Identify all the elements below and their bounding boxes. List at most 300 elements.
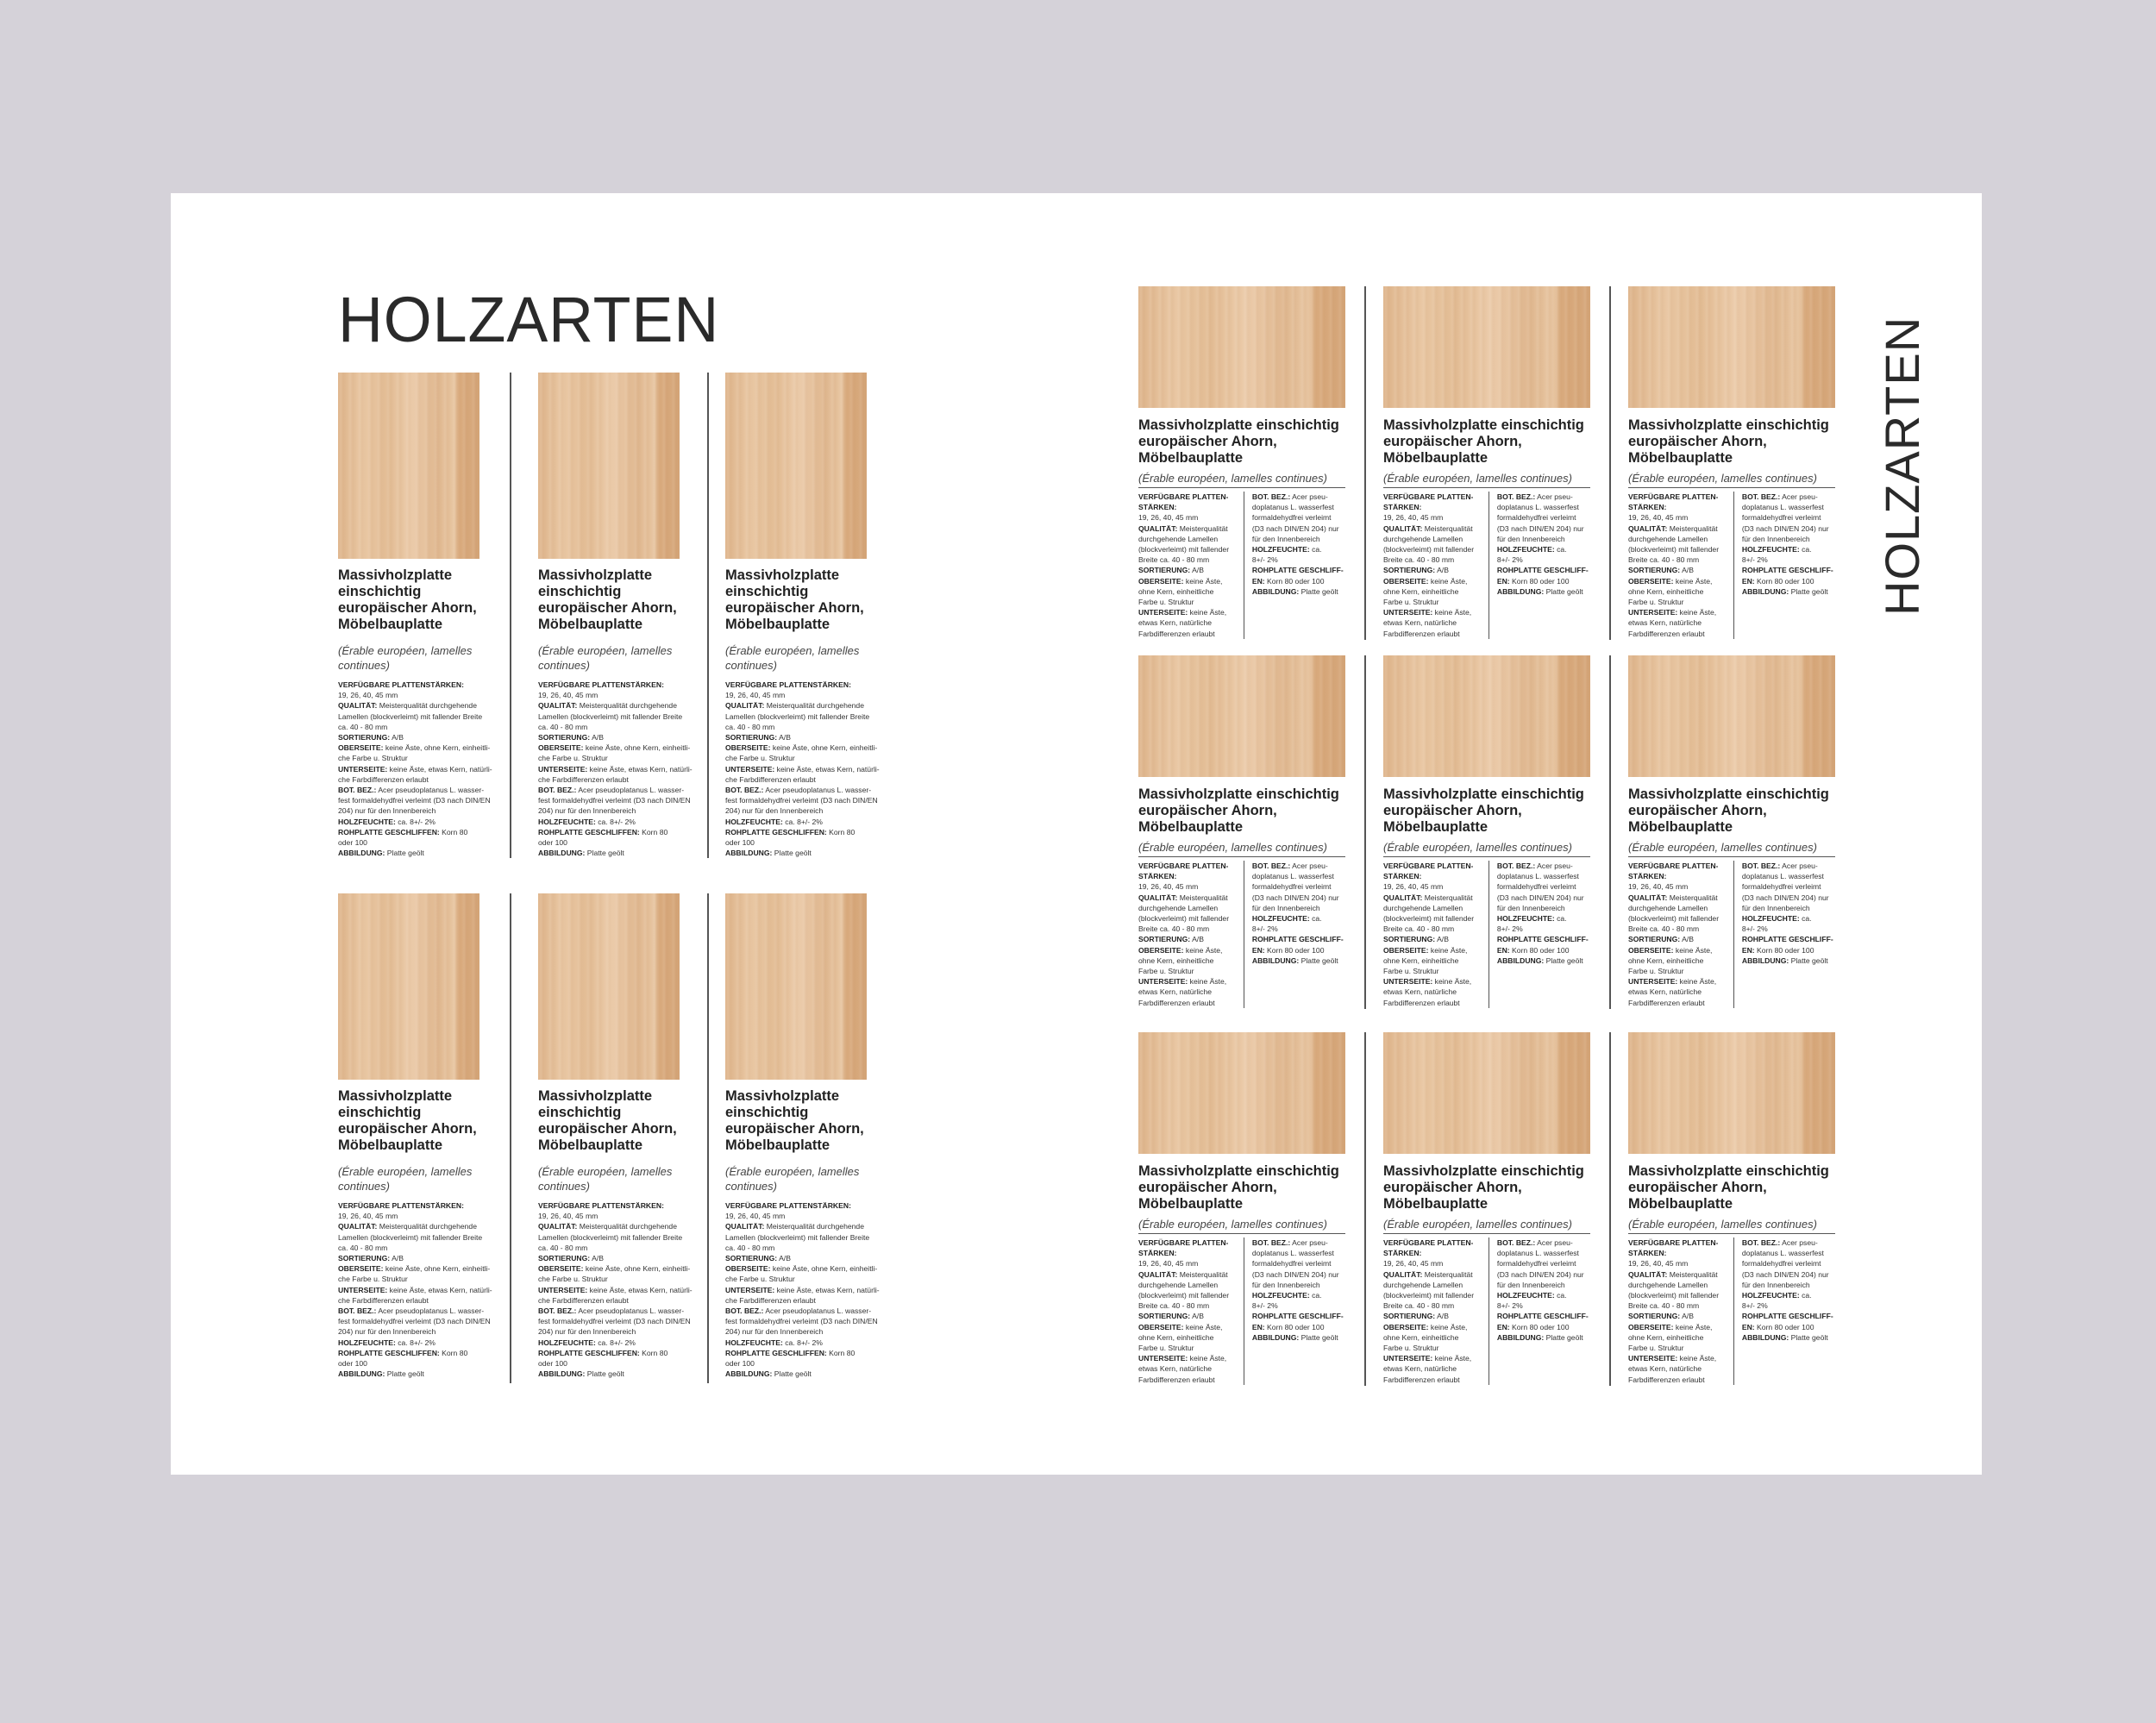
product-subtitle-line: (Érable européen, lamelles xyxy=(538,1165,673,1178)
spec-value: Meisterqualität durchgehende xyxy=(764,701,864,711)
spec-line xyxy=(1383,629,1483,639)
product-title xyxy=(1383,1163,1590,1212)
spec-line xyxy=(725,805,889,816)
spec-line xyxy=(1497,893,1590,903)
divider-rule xyxy=(1383,1233,1590,1234)
wood-sample-image xyxy=(1138,1032,1345,1154)
column-divider xyxy=(510,373,511,858)
spec-line xyxy=(1628,1258,1728,1269)
spec-key: OBERSEITE: xyxy=(1383,945,1429,955)
spec-line xyxy=(1252,871,1345,881)
spec-line xyxy=(1628,1300,1728,1311)
spec-key: VERFÜGBARE PLATTEN- xyxy=(1383,862,1474,870)
spec-line xyxy=(1497,492,1590,502)
spec-line xyxy=(1138,607,1238,617)
spec-key: EN: xyxy=(1251,1322,1265,1331)
spec-line xyxy=(338,1200,502,1211)
spec-value: Farbdifferenzen erlaubt xyxy=(1138,998,1215,1007)
product-title-line: europäischer Ahorn, xyxy=(1628,434,1767,449)
spec-value: 19, 26, 40, 45 mm xyxy=(725,1212,786,1221)
spec-value: Acer pseu- xyxy=(1780,862,1818,870)
page-title: HOLZARTEN xyxy=(338,284,720,355)
spec-value: Acer pseudoplatanus L. wasser- xyxy=(376,1306,485,1316)
product-subtitle xyxy=(538,1164,702,1194)
product-subtitle-line: (Érable européen, lamelles xyxy=(338,644,473,657)
specs-right xyxy=(1734,1237,1835,1385)
spec-value: keine Äste, xyxy=(1428,576,1468,586)
spec-line xyxy=(1497,512,1590,523)
spec-line xyxy=(538,1243,702,1253)
spec-line xyxy=(1497,1269,1590,1280)
spec-value: Farbe u. Struktur xyxy=(1628,1344,1684,1353)
product-subtitle xyxy=(725,1164,889,1194)
spec-line xyxy=(1138,1363,1238,1374)
spec-line xyxy=(1497,1332,1590,1343)
spec-value: Breite ca. 40 - 80 mm xyxy=(1628,555,1700,565)
product-specs xyxy=(338,1200,502,1379)
spec-line xyxy=(1383,955,1483,966)
product-title-line: Möbelbauplatte xyxy=(1138,450,1244,466)
specs-left xyxy=(1383,1237,1489,1385)
product-card xyxy=(1383,786,1590,1008)
spec-value: ca. xyxy=(1799,545,1812,554)
spec-key: VERFÜGBARE PLATTEN- xyxy=(1628,492,1719,501)
product-subtitle xyxy=(338,1164,502,1194)
spec-value: ohne Kern, einheitliche xyxy=(1383,955,1459,965)
spec-key: SORTIERUNG: xyxy=(538,1254,591,1263)
spec-value: für den Innenbereich xyxy=(1741,903,1810,912)
spec-key: STÄRKEN: xyxy=(1138,872,1177,881)
spec-line xyxy=(1138,966,1238,976)
wood-sample-image xyxy=(1383,655,1590,777)
spec-value: Platte geölt xyxy=(585,849,624,858)
spec-line xyxy=(538,1369,702,1379)
spec-key: QUALITÄT: xyxy=(725,1222,765,1231)
product-card xyxy=(1628,417,1835,639)
spec-key: ROHPLATTE GESCHLIFF- xyxy=(1496,566,1589,575)
spec-value: formaldehydfrei verleimt xyxy=(1496,1259,1576,1269)
spec-key: OBERSEITE: xyxy=(338,1264,384,1274)
spec-line xyxy=(725,785,889,795)
spec-line xyxy=(538,690,702,700)
spec-line xyxy=(1497,544,1590,554)
product-title xyxy=(1383,786,1590,836)
spec-value: che Farbe u. Struktur xyxy=(338,1275,408,1284)
spec-value: ca. xyxy=(1554,1291,1567,1300)
spec-line xyxy=(1497,1280,1590,1290)
spec-key: ROHPLATTE GESCHLIFFEN: xyxy=(538,827,640,836)
spec-line xyxy=(1497,1248,1590,1258)
product-title-line: Massivholzplatte xyxy=(338,567,453,583)
spec-line xyxy=(725,837,889,848)
spec-key: ABBILDUNG: xyxy=(538,849,586,858)
spec-value: Platte geölt xyxy=(772,849,812,858)
spec-value: Breite ca. 40 - 80 mm xyxy=(1628,924,1700,934)
spec-value: 204) nur für den Innenbereich xyxy=(538,806,636,816)
spec-line xyxy=(338,1274,502,1284)
spec-value: fest formaldehydfrei verleimt (D3 nach DIN/EN xyxy=(338,796,491,805)
spec-line xyxy=(338,1263,502,1274)
spec-value: 8+/- 2% xyxy=(1496,1301,1523,1311)
spec-key: OBERSEITE: xyxy=(1383,576,1429,586)
spec-line xyxy=(538,1221,702,1231)
spec-value: keine Äste, etwas Kern, natürli- xyxy=(774,764,880,774)
spec-value: Korn 80 xyxy=(639,1348,668,1357)
spec-key: ROHPLATTE GESCHLIFF- xyxy=(1496,1312,1589,1321)
product-card xyxy=(538,1088,702,1379)
spec-line xyxy=(538,1274,702,1284)
spec-line xyxy=(1252,1258,1345,1269)
spec-key: VERFÜGBARE PLATTEN- xyxy=(1383,492,1474,501)
spec-line xyxy=(1383,1248,1483,1258)
spec-key: SORTIERUNG: xyxy=(338,1254,391,1263)
spec-line xyxy=(338,1243,502,1253)
spec-value: ca. xyxy=(1309,545,1322,554)
spec-value: etwas Kern, natürliche xyxy=(1138,1364,1213,1374)
wood-sample-image xyxy=(538,373,680,559)
spec-line xyxy=(1628,1237,1728,1248)
spec-line xyxy=(1138,1322,1238,1332)
spec-line xyxy=(725,742,889,753)
spec-key: OBERSEITE: xyxy=(1138,945,1184,955)
product-title-line: einschichtig xyxy=(538,584,622,599)
spec-value: (D3 nach DIN/EN 204) nur xyxy=(1496,1269,1584,1279)
spec-key: VERFÜGBARE PLATTEN- xyxy=(1383,1238,1474,1247)
spec-key: ABBILDUNG: xyxy=(1741,586,1789,596)
spec-value: keine Äste, xyxy=(1183,576,1223,586)
spec-key: ABBILDUNG: xyxy=(1251,1332,1300,1342)
spec-line xyxy=(1138,1353,1238,1363)
spec-key: ABBILDUNG: xyxy=(725,849,773,858)
spec-value: durchgehende Lamellen xyxy=(1628,903,1708,912)
column-divider xyxy=(1609,655,1611,1009)
spec-key: QUALITÄT: xyxy=(1138,1269,1178,1279)
spec-key: BOT. BEZ.: xyxy=(1741,492,1781,501)
product-subtitle-line: continues) xyxy=(725,659,777,672)
catalog-spread xyxy=(171,193,1982,1475)
spec-value: doplatanus L. wasserfest xyxy=(1251,1249,1334,1258)
spec-key: SORTIERUNG: xyxy=(1138,1312,1191,1321)
product-title xyxy=(725,1088,889,1154)
spec-value: keine Äste, etwas Kern, natürli- xyxy=(587,764,693,774)
column-divider xyxy=(510,893,511,1383)
spec-key: HOLZFEUCHTE: xyxy=(338,1338,396,1347)
spec-line xyxy=(1497,924,1590,934)
spec-key: ROHPLATTE GESCHLIFF- xyxy=(1496,935,1589,944)
spec-line xyxy=(1628,523,1728,534)
spec-value: 204) nur für den Innenbereich xyxy=(338,806,436,816)
spec-value: keine Äste, xyxy=(1188,1354,1227,1363)
spec-key: BOT. BEZ.: xyxy=(1251,492,1291,501)
product-card xyxy=(538,567,702,858)
spec-columns xyxy=(1138,1237,1345,1385)
spec-key: EN: xyxy=(1251,576,1265,586)
spec-value: etwas Kern, natürliche xyxy=(1383,1364,1457,1374)
spec-columns xyxy=(1138,861,1345,1008)
divider-rule xyxy=(1138,1233,1345,1234)
spec-value: 19, 26, 40, 45 mm xyxy=(1138,1259,1199,1269)
spec-value: keine Äste, ohne Kern, einheitli- xyxy=(383,743,491,753)
product-subtitle xyxy=(338,643,502,673)
spec-value: A/B xyxy=(1680,1312,1694,1321)
specs-left xyxy=(1628,1237,1734,1385)
spec-key: BOT. BEZ.: xyxy=(338,786,377,795)
spec-value: Farbe u. Struktur xyxy=(1383,598,1439,607)
spec-line xyxy=(1383,861,1483,871)
spec-value: Farbdifferenzen erlaubt xyxy=(1628,998,1705,1007)
spec-value: 19, 26, 40, 45 mm xyxy=(1628,882,1689,892)
spec-key: STÄRKEN: xyxy=(1383,1249,1422,1258)
spec-key: SORTIERUNG: xyxy=(538,733,591,742)
spec-line xyxy=(1138,934,1238,944)
spec-columns xyxy=(1628,861,1835,1008)
spec-value: A/B xyxy=(1435,935,1449,944)
product-card xyxy=(338,1088,502,1379)
product-title xyxy=(1138,1163,1345,1212)
spec-value: (D3 nach DIN/EN 204) nur xyxy=(1251,523,1339,533)
spec-key: VERFÜGBARE PLATTENSTÄRKEN: xyxy=(538,1201,664,1210)
spec-line xyxy=(1497,945,1590,955)
spec-key: QUALITÄT: xyxy=(538,701,578,711)
spec-line xyxy=(1383,523,1483,534)
product-title-line: Möbelbauplatte xyxy=(1383,819,1489,835)
spec-value: fest formaldehydfrei verleimt (D3 nach DIN/EN xyxy=(538,1317,691,1326)
spec-key: EN: xyxy=(1496,1322,1510,1331)
spec-value: Farbdifferenzen erlaubt xyxy=(1383,629,1460,638)
spec-value: Acer pseu- xyxy=(1780,492,1818,501)
product-subtitle: (Érable européen, lamelles continues) xyxy=(1628,841,1817,854)
spec-value: Lamellen (blockverleimt) mit fallender Breite xyxy=(338,1232,483,1242)
wood-sample-image xyxy=(1628,655,1835,777)
wood-sample-image xyxy=(1628,286,1835,408)
spec-value: che Farbe u. Struktur xyxy=(725,754,795,763)
spec-key: STÄRKEN: xyxy=(1383,503,1422,512)
spec-value: 204) nur für den Innenbereich xyxy=(538,1327,636,1337)
spec-line xyxy=(1383,1322,1483,1332)
spec-value: Meisterqualität xyxy=(1177,893,1228,902)
spec-line xyxy=(1252,492,1345,502)
spec-key: ROHPLATTE GESCHLIFFEN: xyxy=(338,827,440,836)
spec-key: HOLZFEUCHTE: xyxy=(1251,545,1310,554)
spec-line xyxy=(1383,1280,1483,1290)
spec-line xyxy=(1628,924,1728,934)
spec-line xyxy=(338,1369,502,1379)
spec-line xyxy=(1628,502,1728,512)
spec-line xyxy=(1138,1280,1238,1290)
spec-key: UNTERSEITE: xyxy=(1628,977,1678,987)
spec-value: ca. 8+/- 2% xyxy=(595,817,636,826)
spec-key: ABBILDUNG: xyxy=(1496,1332,1545,1342)
spec-line xyxy=(338,1306,502,1316)
spec-value: keine Äste, xyxy=(1432,1354,1472,1363)
spec-value: ohne Kern, einheitliche xyxy=(1138,955,1214,965)
spec-columns xyxy=(1628,492,1835,639)
product-title-line: einschichtig xyxy=(538,1105,622,1120)
product-subtitle: (Érable européen, lamelles continues) xyxy=(1383,472,1572,485)
spec-line xyxy=(1383,1311,1483,1321)
product-subtitle: (Érable européen, lamelles continues) xyxy=(1383,1218,1572,1231)
spec-key: BOT. BEZ.: xyxy=(1741,862,1781,870)
spec-line xyxy=(1497,554,1590,565)
spec-columns xyxy=(1383,1237,1590,1385)
product-title-line: europäischer Ahorn, xyxy=(1628,803,1767,818)
spec-key: HOLZFEUCHTE: xyxy=(1251,1291,1310,1300)
spec-value: (blockverleimt) mit fallender xyxy=(1138,914,1230,924)
product-subtitle-line: continues) xyxy=(338,659,390,672)
spec-value: doplatanus L. wasserfest xyxy=(1251,872,1334,881)
spec-value: che Farbe u. Struktur xyxy=(725,1275,795,1284)
spec-value: Meisterqualität durchgehende xyxy=(577,701,677,711)
spec-key: UNTERSEITE: xyxy=(725,1285,775,1294)
product-title-line: Massivholzplatte xyxy=(338,1088,453,1104)
spec-line xyxy=(538,1200,702,1211)
spec-key: ROHPLATTE GESCHLIFFEN: xyxy=(725,1348,827,1357)
spec-value: keine Äste, xyxy=(1677,1354,1717,1363)
product-card xyxy=(725,567,889,858)
spec-value: 19, 26, 40, 45 mm xyxy=(1383,513,1444,523)
spec-line xyxy=(1383,607,1483,617)
spec-value: für den Innenbereich xyxy=(1496,534,1565,543)
spec-line xyxy=(1497,1258,1590,1269)
spec-value: (blockverleimt) mit fallender xyxy=(1138,1291,1230,1300)
spec-line xyxy=(338,1316,502,1326)
spec-key: SORTIERUNG: xyxy=(1628,1312,1681,1321)
spec-value: oder 100 xyxy=(725,838,755,848)
spec-line xyxy=(1383,597,1483,607)
spec-value: Farbdifferenzen erlaubt xyxy=(1628,1375,1705,1384)
spec-key: EN: xyxy=(1496,945,1510,955)
spec-line xyxy=(1628,987,1728,997)
spec-line xyxy=(1742,523,1835,534)
spec-value: doplatanus L. wasserfest xyxy=(1496,872,1579,881)
spec-line xyxy=(1628,1280,1728,1290)
spec-value: Korn 80 xyxy=(826,827,856,836)
spec-line xyxy=(1628,1290,1728,1300)
spec-line xyxy=(538,1253,702,1263)
spec-value: ca. xyxy=(1799,914,1812,924)
spec-line xyxy=(338,690,502,700)
spec-line xyxy=(538,827,702,837)
product-subtitle: (Érable européen, lamelles continues) xyxy=(1383,841,1572,854)
spec-line xyxy=(1138,998,1238,1008)
side-title xyxy=(1875,288,1947,616)
spec-key: BOT. BEZ.: xyxy=(338,1306,377,1316)
spec-value: Acer pseu- xyxy=(1290,862,1328,870)
wood-sample-image xyxy=(1628,1032,1835,1154)
spec-key: OBERSEITE: xyxy=(1628,576,1674,586)
spec-line xyxy=(1252,1269,1345,1280)
spec-value: etwas Kern, natürliche xyxy=(1628,987,1702,997)
column-divider xyxy=(707,893,709,1383)
product-subtitle-line: (Érable européen, lamelles xyxy=(725,1165,860,1178)
product-card xyxy=(1628,786,1835,1008)
spec-line xyxy=(725,1263,889,1274)
spec-line xyxy=(1138,945,1238,955)
spec-line xyxy=(338,1358,502,1369)
spec-line xyxy=(1628,629,1728,639)
product-title-line: europäischer Ahorn, xyxy=(1138,434,1277,449)
spec-line xyxy=(1742,893,1835,903)
spec-key: ROHPLATTE GESCHLIFFEN: xyxy=(725,827,827,836)
spec-value: formaldehydfrei verleimt xyxy=(1251,882,1332,892)
spec-value: Acer pseu- xyxy=(1535,1238,1573,1247)
product-title-line: Möbelbauplatte xyxy=(1628,819,1733,835)
spec-value: keine Äste, ohne Kern, einheitli- xyxy=(583,1264,691,1274)
spec-line xyxy=(1742,945,1835,955)
spec-value: ohne Kern, einheitliche xyxy=(1383,1332,1459,1342)
spec-key: HOLZFEUCHTE: xyxy=(338,817,396,826)
spec-line xyxy=(725,711,889,722)
spec-value: keine Äste, xyxy=(1428,1322,1468,1331)
spec-key: BOT. BEZ.: xyxy=(725,786,764,795)
spec-line xyxy=(338,711,502,722)
spec-value: oder 100 xyxy=(538,1359,567,1369)
product-title-line: Möbelbauplatte xyxy=(1628,1196,1733,1212)
spec-value: che Farbdifferenzen erlaubt xyxy=(538,1295,629,1305)
spec-value: Korn 80 oder 100 xyxy=(1509,1322,1570,1331)
product-title-line: einschichtig xyxy=(338,1105,422,1120)
spec-value: Breite ca. 40 - 80 mm xyxy=(1138,1301,1210,1311)
specs-left xyxy=(1628,861,1734,1008)
spec-value: (D3 nach DIN/EN 204) nur xyxy=(1741,523,1829,533)
spec-line xyxy=(538,1348,702,1358)
spec-key: ABBILDUNG: xyxy=(1251,955,1300,965)
spec-value: 19, 26, 40, 45 mm xyxy=(1138,882,1199,892)
spec-line xyxy=(1628,945,1728,955)
spec-line xyxy=(1138,1248,1238,1258)
spec-key: ABBILDUNG: xyxy=(1496,955,1545,965)
spec-line xyxy=(338,1253,502,1263)
spec-value: 8+/- 2% xyxy=(1251,1301,1278,1311)
spec-value: Korn 80 xyxy=(439,827,468,836)
spec-value: formaldehydfrei verleimt xyxy=(1741,1259,1821,1269)
spec-value: Meisterqualität xyxy=(1177,1269,1228,1279)
spec-line xyxy=(1628,565,1728,575)
spec-line xyxy=(1138,924,1238,934)
spec-value: keine Äste, xyxy=(1673,576,1713,586)
spec-key: SORTIERUNG: xyxy=(1138,935,1191,944)
spec-line xyxy=(725,732,889,742)
spec-key: QUALITÄT: xyxy=(338,701,378,711)
spec-line xyxy=(1628,1322,1728,1332)
spec-line xyxy=(1383,893,1483,903)
product-title xyxy=(538,567,702,633)
spec-line xyxy=(1497,934,1590,944)
spec-line xyxy=(1628,544,1728,554)
spec-line xyxy=(1497,955,1590,966)
spec-line xyxy=(1497,913,1590,924)
spec-key: HOLZFEUCHTE: xyxy=(1496,545,1555,554)
spec-line xyxy=(1742,502,1835,512)
spec-key: QUALITÄT: xyxy=(725,701,765,711)
spec-line xyxy=(1742,861,1835,871)
spec-line xyxy=(1383,1290,1483,1300)
spec-key: OBERSEITE: xyxy=(338,743,384,753)
spec-value: etwas Kern, natürliche xyxy=(1138,987,1213,997)
product-title-line: europäischer Ahorn, xyxy=(338,600,477,616)
spec-key: HOLZFEUCHTE: xyxy=(725,817,783,826)
spec-value: Platte geölt xyxy=(1544,1332,1583,1342)
spec-value: ca. 40 - 80 mm xyxy=(725,1243,775,1252)
spec-line xyxy=(725,1211,889,1221)
spec-line xyxy=(338,1338,502,1348)
divider-rule xyxy=(1628,1233,1835,1234)
spec-value: Acer pseudoplatanus L. wasser- xyxy=(376,786,485,795)
spec-value: che Farbe u. Struktur xyxy=(538,754,608,763)
spec-value: keine Äste, xyxy=(1677,977,1717,987)
product-title-line: Massivholzplatte einschichtig xyxy=(1138,786,1339,802)
spec-value: fest formaldehydfrei verleimt (D3 nach DIN/EN xyxy=(338,1317,491,1326)
